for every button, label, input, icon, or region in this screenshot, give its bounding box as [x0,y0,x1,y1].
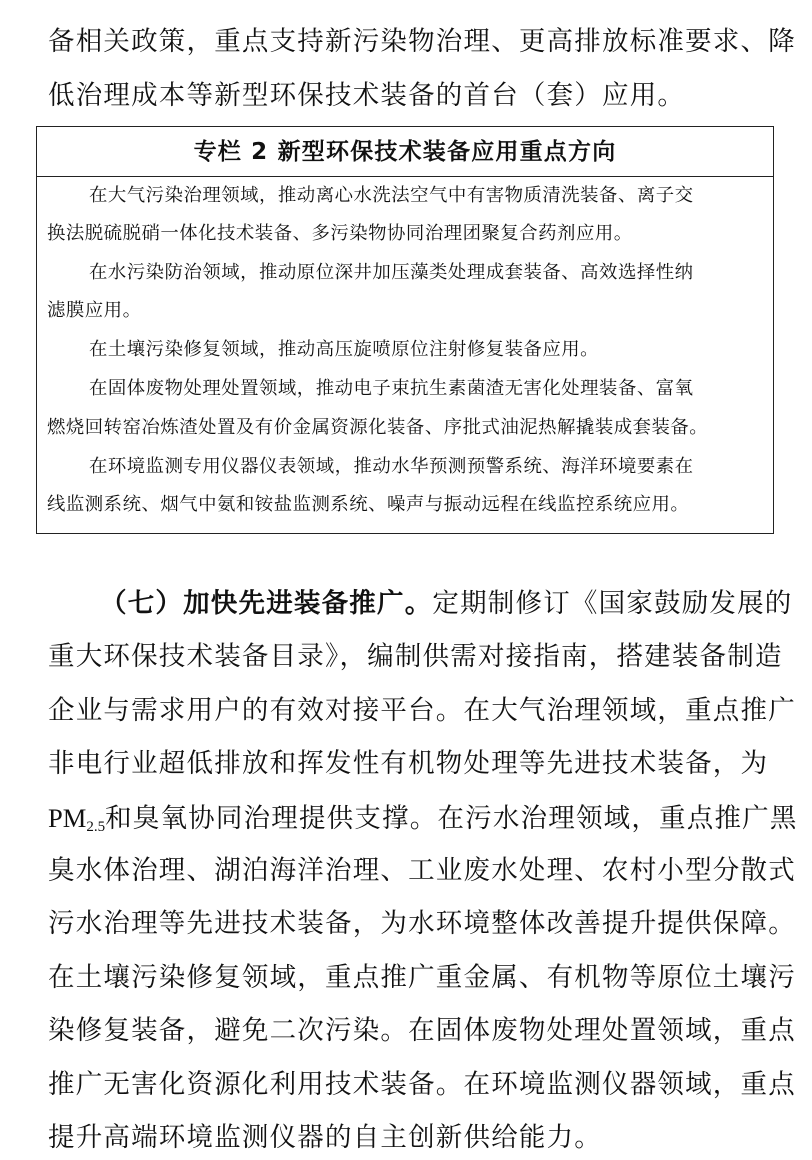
section-text: 和臭氧协同治理提供支撑。在污水治理领域，重点推广黑 [105,803,798,834]
paragraph-line: 低治理成本等新型环保技术装备的首台（套）应用。 [48,80,686,111]
paragraph-line: 提升高端环境监测仪器的自主创新供给能力。 [48,1122,602,1153]
box-item-line: 换法脱硫脱硝一体化技术装备、多污染物协同治理团聚复合药剂应用。 [47,223,633,244]
paragraph-line: 重大环保技术装备目录》，编制供需对接指南，搭建装备制造 [48,641,783,672]
box-item-line: 线监测系统、烟气中氨和铵盐监测系统、噪声与振动远程在线监控系统应用。 [47,494,690,515]
section-first-line [100,588,793,620]
box-item-line: 在水污染防治领域，推动原位深井加压藻类处理成套装备、高效选择性纳 [89,262,694,283]
pm-label: PM [48,803,87,833]
feature-box [36,126,774,534]
box-item-line: 在土壤污染修复领域，推动高压旋喷原位注射修复装备应用。 [89,339,600,360]
paragraph-line: 染修复装备，避免二次污染。在固体废物处理处置领域，重点 [48,1015,796,1046]
box-item-line: 在固体废物处理处置领域，推动电子束抗生素菌渣无害化处理装备、富氧 [89,378,694,399]
paragraph-line: 备相关政策，重点支持新污染物治理、更高排放标准要求、降 [48,26,796,57]
paragraph-line: 非电行业超低排放和挥发性有机物处理等先进技术装备，为 [48,748,769,779]
box-item-line: 滤膜应用。 [47,300,142,321]
paragraph-line: 在土壤污染修复领域，重点推广重金属、有机物等原位土壤污 [48,962,796,993]
section-heading: （七）加快先进装备推广。 [100,588,433,619]
box-item-line: 燃烧回转窑冶炼渣处置及有价金属资源化装备、序批式油泥热解撬装成套装备。 [47,417,709,438]
feature-box-title: 专栏 2 新型环保技术装备应用重点方向 [193,139,617,165]
feature-box-header [37,127,773,177]
paragraph-line [48,802,798,839]
section-text: 定期制修订《国家鼓励发展的 [432,588,793,619]
box-item-line: 在大气污染治理领域，推动离心水洗法空气中有害物质清洗装备、离子交 [89,185,694,206]
paragraph-line: 企业与需求用户的有效对接平台。在大气治理领域，重点推广 [48,695,796,726]
paragraph-line: 臭水体治理、湖泊海洋治理、工业废水处理、农村小型分散式 [48,855,796,886]
paragraph-line: 推广无害化资源化利用技术装备。在环境监测仪器领域，重点 [48,1069,796,1100]
paragraph-line: 污水治理等先进技术装备，为水环境整体改善提升提供保障。 [48,908,796,939]
pm-subscript: 2.5 [86,819,106,835]
box-item-line: 在环境监测专用仪器仪表领域，推动水华预测预警系统、海洋环境要素在 [89,456,694,477]
